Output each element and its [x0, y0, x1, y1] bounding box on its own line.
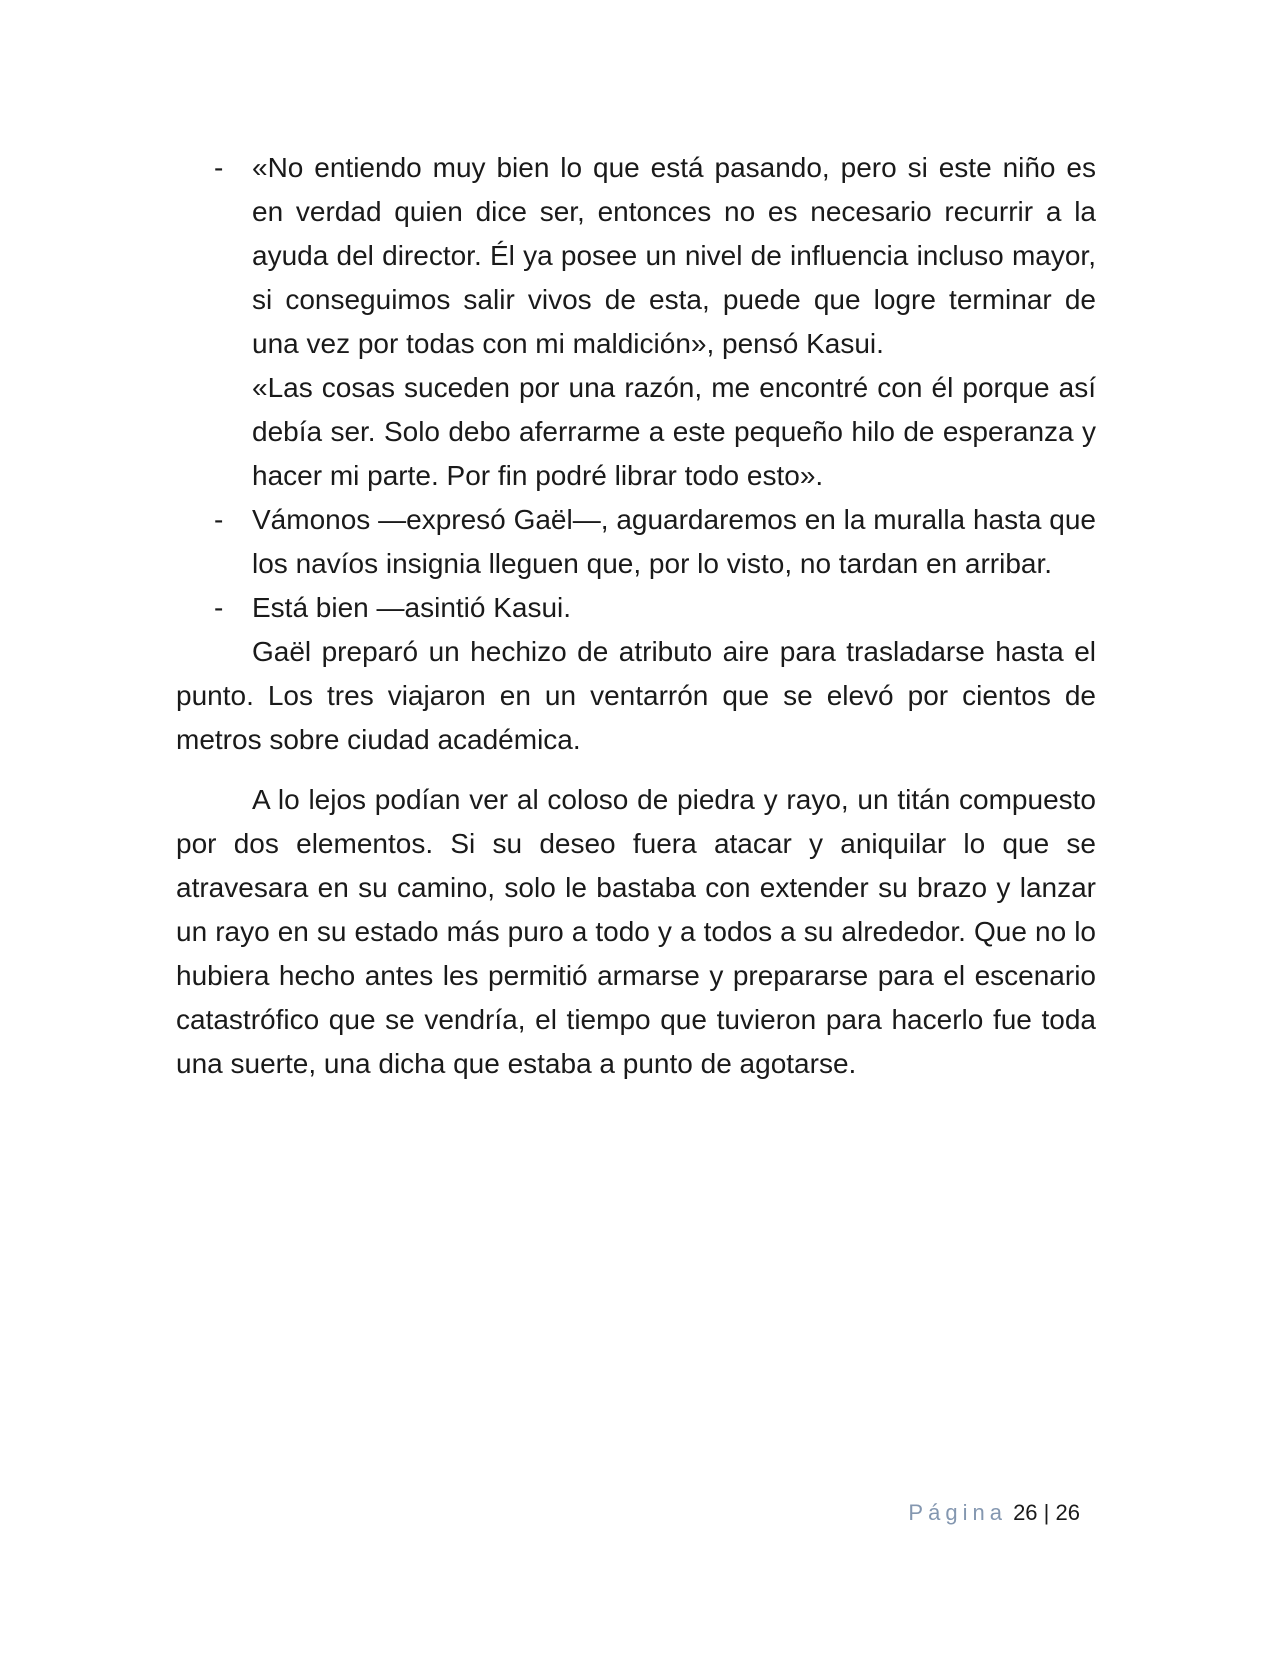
narrative-paragraph: A lo lejos podían ver al coloso de piedra y rayo, un titán compuesto por dos elementos. Si su deseo fuera atacar y aniquilar lo que se atravesara en su camino, solo le bastaba con extender su brazo y lanzar un rayo en su estado más puro a todo y a todos a su alrededor. Que no lo hubiera hecho antes les permitió armarse y prepararse para el escenario catastrófico que se vendría, el tiempo que tuvieron para hacerlo fue toda una suerte, una dicha que estaba a punto de agotarse.	[176, 784, 1096, 1079]
dialogue-line: «Las cosas suceden por una razón, me encontré con él porque así debía ser. Solo debo aferrarme a este pequeño hilo de esperanza y hacer mi parte. Por fin podré librar todo esto».	[252, 372, 1096, 491]
page-footer	[860, 1498, 1080, 1528]
page-separator: |	[1043, 1500, 1050, 1525]
page-label: Página	[908, 1500, 1007, 1525]
page-number: 26	[1013, 1500, 1038, 1525]
page-total: 26	[1055, 1500, 1080, 1525]
dialogue-dash: -	[214, 592, 224, 623]
dialogue-line: «No entiendo muy bien lo que está pasando, pero si este niño es en verdad quien dice ser, entonces no es necesario recurrir a la ayuda del director. Él ya posee un nivel de influencia incluso mayor, si conseguimos salir vivos de esta, puede que logre terminar de una vez por todas con mi maldición», pensó Kasui.	[252, 152, 1096, 359]
dialogue-line: Está bien —asintió Kasui.	[252, 592, 572, 623]
dialogue-dash: -	[214, 152, 224, 183]
dialogue-item	[176, 146, 1096, 498]
dialogue-item	[176, 586, 1096, 630]
narrative-paragraph: Gaël preparó un hechizo de atributo aire para trasladarse hasta el punto. Los tres viajaron en un ventarrón que se elevó por cientos de metros sobre ciudad académica.	[176, 636, 1096, 755]
dialogue-item	[176, 498, 1096, 586]
dialogue-dash: -	[214, 504, 224, 535]
page-body	[176, 146, 1096, 1086]
dialogue-line: Vámonos —expresó Gaël—, aguardaremos en la muralla hasta que los navíos insignia lleguen que, por lo visto, no tardan en arribar.	[252, 504, 1096, 579]
